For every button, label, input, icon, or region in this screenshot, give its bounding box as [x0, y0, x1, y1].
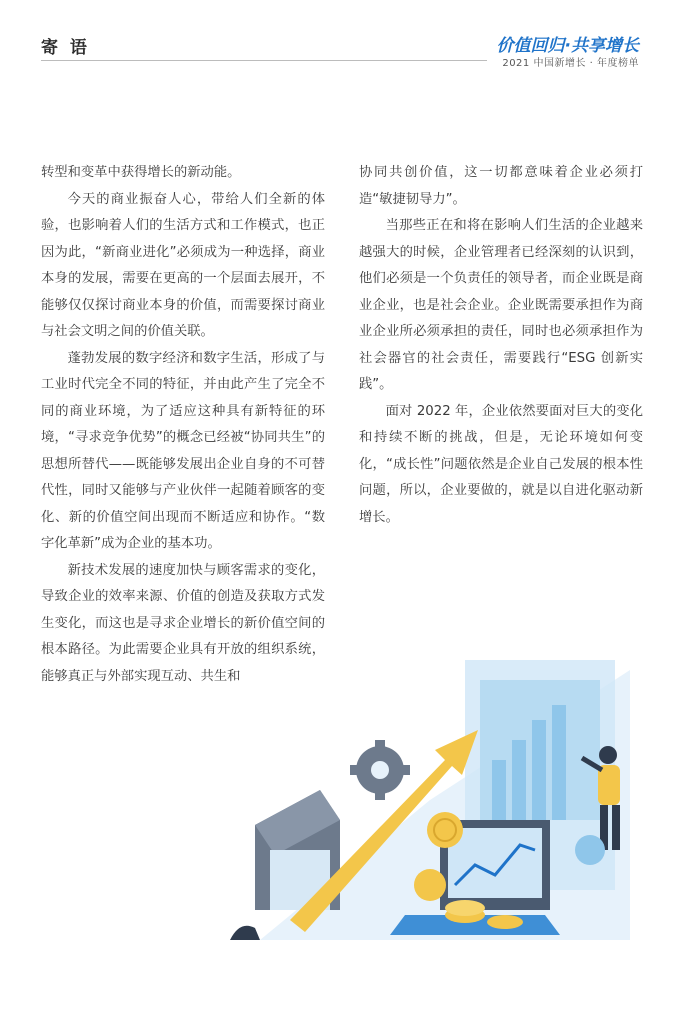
- header-divider: [41, 60, 487, 61]
- section-label: 寄 语: [41, 38, 90, 58]
- paragraph: 蓬勃发展的数字经济和数字生活，形成了与工业时代完全不同的特征，并由此产生了完全不同的商业环境，为了适应这种具有新特征的环境，“寻求竞争优势”的概念已经被“协同共生”的思想所替代——既能够发展出企业自身的不可替代性，同时又能够与产业伙伴一起随着顾客的变化、新的价值空间出现而不断适应和协作。“数字化革新”成为企业的基本功。: [41, 350, 325, 551]
- brand-logo-text: 价值回归·共享增长: [496, 36, 639, 56]
- paragraph: 当那些正在和将在影响人们生活的企业越来越强大的时候，企业管理者已经深刻的认识到，他们必须是一个负责任的领导者，而企业既是商业企业，也是社会企业。企业既需要承担作为商业企业所必须承担的责任，同时也必须承担作为社会器官的社会责任，需要践行“ESG 创新实践”。: [359, 218, 643, 392]
- paragraph: 转型和变革中获得增长的新动能。: [41, 165, 241, 180]
- paragraph: 今天的商业振奋人心，带给人们全新的体验，也影响着人们的生活方式和工作模式，也正因为此，“新商业进化”必须成为一种选择，商业本身的发展，需要在更高的一个层面去展开，不能够仅仅探讨商业本身的价值，而需要探讨商业与社会文明之间的价值关联。: [41, 191, 325, 339]
- right-column: [359, 160, 643, 531]
- left-column: [41, 160, 325, 690]
- header-subtitle: 2021 中国新增长 · 年度榜单: [502, 58, 639, 69]
- paragraph: 面对 2022 年，企业依然要面对巨大的变化和持续不断的挑战，但是，无论环境如何变化，“成长性”问题依然是企业自己发展的根本性问题，所以，企业要做的，就是以自进化驱动新增长。: [359, 403, 643, 525]
- gear-icon: [350, 740, 410, 800]
- paragraph: 新技术发展的速度加快与顾客需求的变化，导致企业的效率来源、价值的创造及获取方式发生变化，而这也是寻求企业增长的新价值空间的根本路径。为此需要企业具有开放的组织系统，能够真正与外部实现互动、共生和: [41, 562, 325, 684]
- paragraph: 协同共创价值，这一切都意味着企业必须打造“敏捷韧导力”。: [359, 165, 643, 207]
- business-growth-illustration: [230, 650, 640, 950]
